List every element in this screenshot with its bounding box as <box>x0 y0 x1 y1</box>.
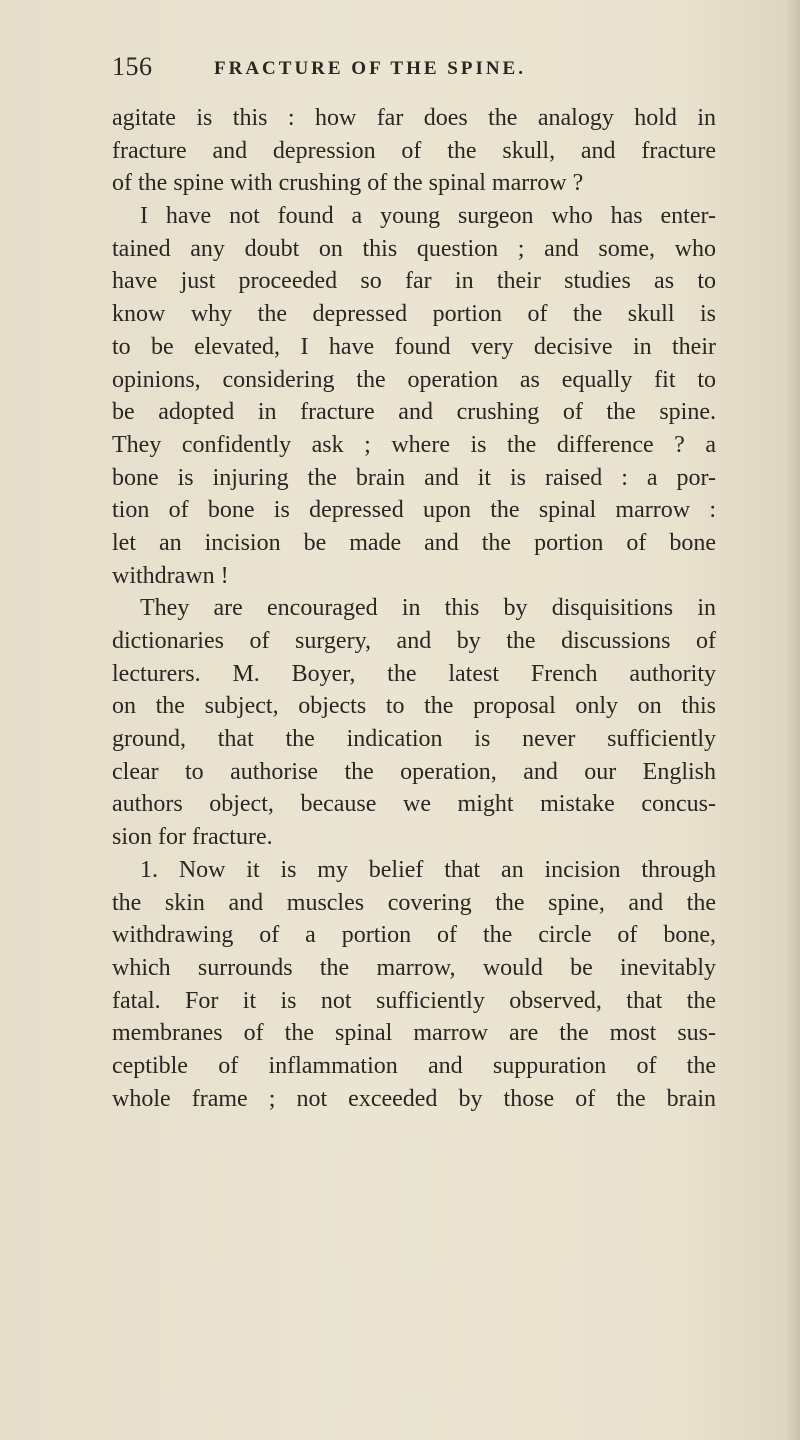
text-line: whole frame ; not exceeded by those of the brain <box>112 1085 716 1112</box>
body-text <box>112 102 716 1115</box>
page-number: 156 <box>112 52 153 81</box>
text-line: agitate is this : how far does the analogy hold in <box>112 105 716 131</box>
text-line: clear to authorise the operation, and our English <box>112 758 716 785</box>
text-line: be adopted in fracture and crushing of the spine. <box>112 399 716 426</box>
text-line: know why the depressed portion of the skull is <box>112 301 716 328</box>
text-line: of the spine with crushing of the spinal marrow ? <box>112 170 584 197</box>
text-line: fracture and depression of the skull, and fracture <box>112 137 716 164</box>
text-line: withdrawing of a portion of the circle of bone, <box>112 922 716 949</box>
text-line: lecturers. M. Boyer, the latest French authority <box>112 660 716 687</box>
text-line: tained any doubt on this question ; and some, who <box>112 235 716 262</box>
text-line: tion of bone is depressed upon the spinal marrow : <box>112 497 716 524</box>
text-line: I have not found a young surgeon who has enter- <box>140 203 716 230</box>
text-line: 1. Now it is my belief that an incision through <box>140 856 716 883</box>
text-line: which surrounds the marrow, would be inevitably <box>112 954 716 981</box>
text-line: opinions, considering the operation as equally fit to <box>112 366 716 393</box>
page-edge-shadow <box>786 0 800 1440</box>
text-line: have just proceeded so far in their studies as to <box>112 268 716 295</box>
text-line: sion for fracture. <box>112 824 273 851</box>
text-line: bone is injuring the brain and it is raised : a por- <box>112 464 716 491</box>
text-line: They confidently ask ; where is the difference ? a <box>112 431 716 458</box>
text-line: They are encouraged in this by disquisitions in <box>140 595 716 622</box>
text-line: ceptible of inflammation and suppuration of the <box>112 1052 716 1079</box>
text-line: on the subject, objects to the proposal only on this <box>112 693 716 720</box>
text-line: ground, that the indication is never sufficiently <box>112 726 716 753</box>
page-header <box>112 52 712 92</box>
text-line: the skin and muscles covering the spine, and the <box>112 889 716 916</box>
text-line: membranes of the spinal marrow are the most sus- <box>112 1020 716 1047</box>
text-line: dictionaries of surgery, and by the discussions of <box>112 628 716 654</box>
text-line: to be elevated, I have found very decisive in their <box>112 333 716 360</box>
running-head: FRACTURE OF THE SPINE. <box>214 58 526 79</box>
text-line: withdrawn ! <box>112 562 229 589</box>
text-line: authors object, because we might mistake concus- <box>112 791 716 818</box>
text-line: fatal. For it is not sufficiently observed, that the <box>112 987 716 1014</box>
text-line: let an incision be made and the portion of bone <box>112 529 716 556</box>
